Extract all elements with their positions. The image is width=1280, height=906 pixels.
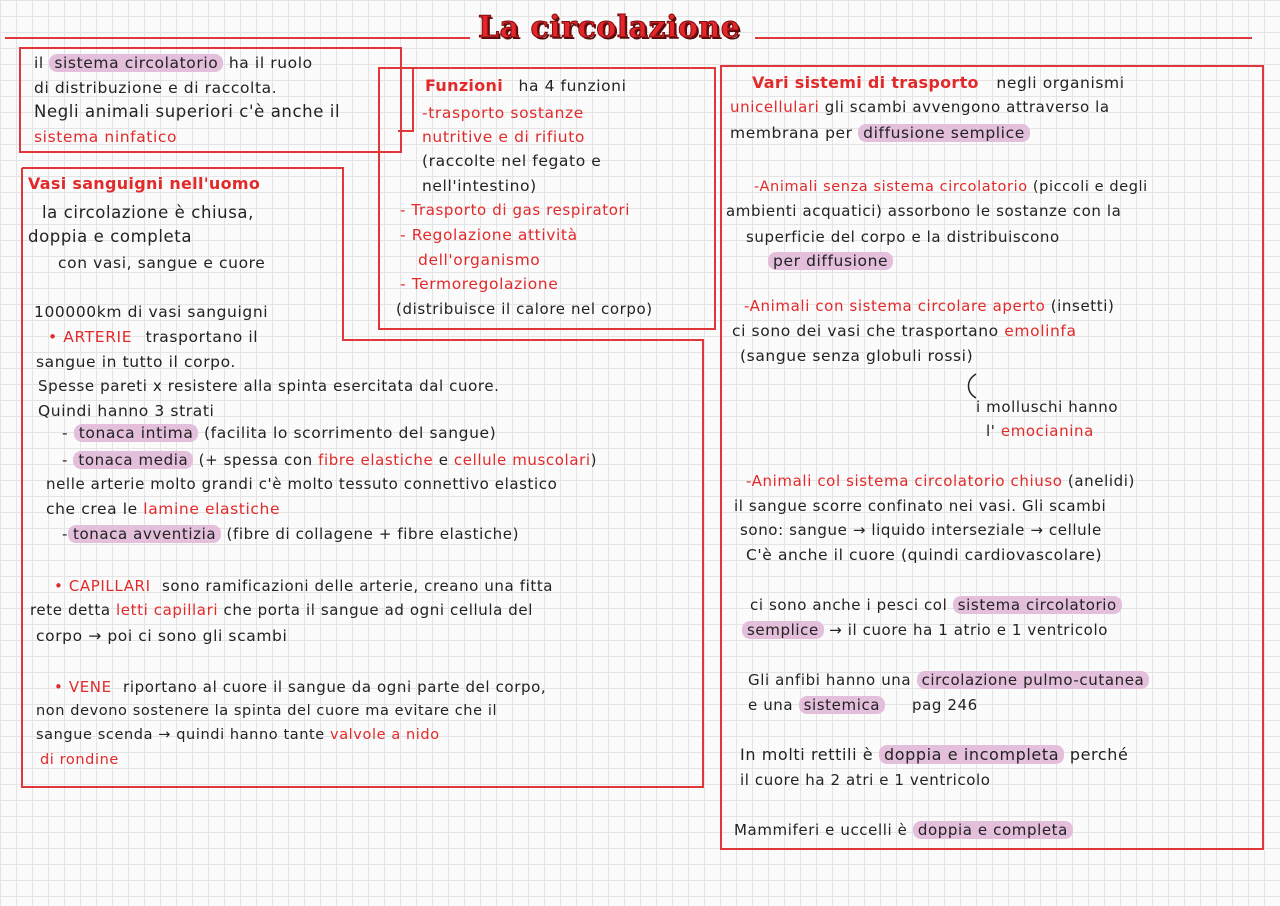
sistemi-heading-line: Vari sistemi di trasporto negli organismi (752, 73, 1125, 92)
funzioni-item: - Trasporto di gas respiratori (400, 201, 631, 219)
funzioni-heading-line: Funzioni ha 4 funzioni (425, 76, 627, 95)
capillari-line: • CAPILLARI sono ramificazioni delle arterie, creano una fitta (54, 577, 554, 595)
sistemi-line: sono: sangue → liquido interseziale → cellule (740, 521, 1102, 539)
vasi-line: con vasi, sangue e cuore (58, 254, 266, 272)
sistemi-line: e una sistemica pag 246 (748, 696, 978, 714)
sistemi-line: -Animali col sistema circolatorio chiuso (anelidi) (746, 472, 1135, 490)
vasi-line: doppia e completa (28, 227, 193, 246)
funzioni-item: - Regolazione attività (400, 226, 578, 244)
tonaca-intima-line: - tonaca intima (facilita lo scorrimento del sangue) (62, 424, 497, 442)
sistemi-line: C'è anche il cuore (quindi cardiovascolare) (746, 546, 1103, 564)
sistemi-line: per diffusione (768, 251, 893, 271)
arterie-line: • ARTERIE trasportano il (48, 328, 259, 346)
sistemi-line: semplice → il cuore ha 1 atrio e 1 ventricolo (742, 620, 1108, 640)
vasi-line: nelle arterie molto grandi c'è molto tessuto connettivo elastico (46, 475, 558, 493)
funzioni-item: - Termoregolazione (400, 275, 559, 293)
funzioni-item: nutritive e di rifiuto (422, 128, 585, 146)
arterie-label: • ARTERIE (48, 328, 133, 346)
sistemi-line: Mammiferi e uccelli è doppia e completa (734, 820, 1073, 840)
arterie-line: Spesse pareti x resistere alla spinta esercitata dal cuore. (38, 377, 500, 395)
sistemi-line: unicellulari gli scambi avvengono attraverso la (730, 98, 1110, 116)
funzioni-item: nell'intestino) (422, 177, 537, 195)
sistemi-line: ambienti acquatici) assorbono le sostanze con la (726, 202, 1122, 220)
funzioni-item: (raccolte nel fegato e (422, 152, 602, 170)
sistemi-line: -Animali senza sistema circolatorio (piccoli e degli (754, 179, 1148, 195)
intro-line-4: sistema ninfatico (34, 128, 178, 146)
funzioni-heading: Funzioni (425, 76, 503, 95)
sistemi-line: -Animali con sistema circolare aperto (insetti) (744, 297, 1115, 315)
vasi-line: la circolazione è chiusa, (42, 203, 254, 222)
sistemi-line: l' emocianina (986, 422, 1094, 440)
intro-line-3: Negli animali superiori c'è anche il (34, 102, 341, 121)
sistemi-line: ci sono anche i pesci col sistema circolatorio (750, 595, 1122, 615)
sistemi-line: In molti rettili è doppia e incompleta perché (740, 745, 1129, 764)
intro-line-2: di distribuzione e di raccolta. (34, 79, 278, 97)
vasi-line: 100000km di vasi sanguigni (34, 303, 269, 321)
sistemi-line: il sangue scorre confinato nei vasi. Gli scambi (734, 497, 1107, 515)
capillari-label: • CAPILLARI (54, 577, 151, 595)
vene-label: • VENE (54, 678, 112, 696)
sistemi-line: i molluschi hanno (976, 398, 1119, 416)
sistemi-line: (sangue senza globuli rossi) (740, 347, 974, 365)
page-title: La circolazione (478, 10, 741, 45)
sistemi-line: ci sono dei vasi che trasportano emolinfa (732, 322, 1077, 340)
funzioni-item: -trasporto sostanze (422, 104, 584, 122)
funzioni-item: dell'organismo (418, 251, 541, 269)
tonaca-media-line: - tonaca media (+ spessa con fibre elastiche e cellule muscolari) (62, 451, 598, 469)
title-rule-left (5, 37, 470, 39)
vasi-heading: Vasi sanguigni nell'uomo (28, 174, 261, 193)
capillari-line: rete detta letti capillari che porta il sangue ad ogni cellula del (30, 601, 533, 619)
sistemi-line: superficie del corpo e la distribuiscono (746, 228, 1060, 246)
tonaca-avventizia-line: - tonaca avventizia (fibre di collagene + fibre elastiche) (62, 525, 520, 543)
sistemi-line: membrana per diffusione semplice (730, 123, 1030, 143)
vene-line: • VENE riportano al cuore il sangue da ogni parte del corpo, (54, 678, 547, 696)
sistemi-heading: Vari sistemi di trasporto (752, 73, 979, 92)
intro-line-1: il sistema circolatorio ha il ruolo (34, 54, 313, 72)
arterie-line: Quindi hanno 3 strati (38, 402, 215, 420)
vene-line: di rondine (40, 752, 119, 768)
title-rule-right (755, 37, 1252, 39)
sistemi-line: il cuore ha 2 atri e 1 ventricolo (740, 771, 991, 789)
vene-line: non devono sostenere la spinta del cuore ma evitare che il (36, 703, 498, 719)
sistemi-line: Gli anfibi hanno una circolazione pulmo-cutanea (748, 670, 1149, 690)
arterie-line: sangue in tutto il corpo. (36, 353, 236, 371)
vasi-line: che crea le lamine elastiche (46, 500, 281, 518)
vene-line: sangue scenda → quindi hanno tante valvole a nido (36, 727, 440, 743)
funzioni-item: (distribuisce il calore nel corpo) (396, 300, 653, 318)
highlight-sistema-circolatorio: sistema circolatorio (49, 54, 223, 72)
capillari-line: corpo → poi ci sono gli scambi (36, 627, 288, 645)
